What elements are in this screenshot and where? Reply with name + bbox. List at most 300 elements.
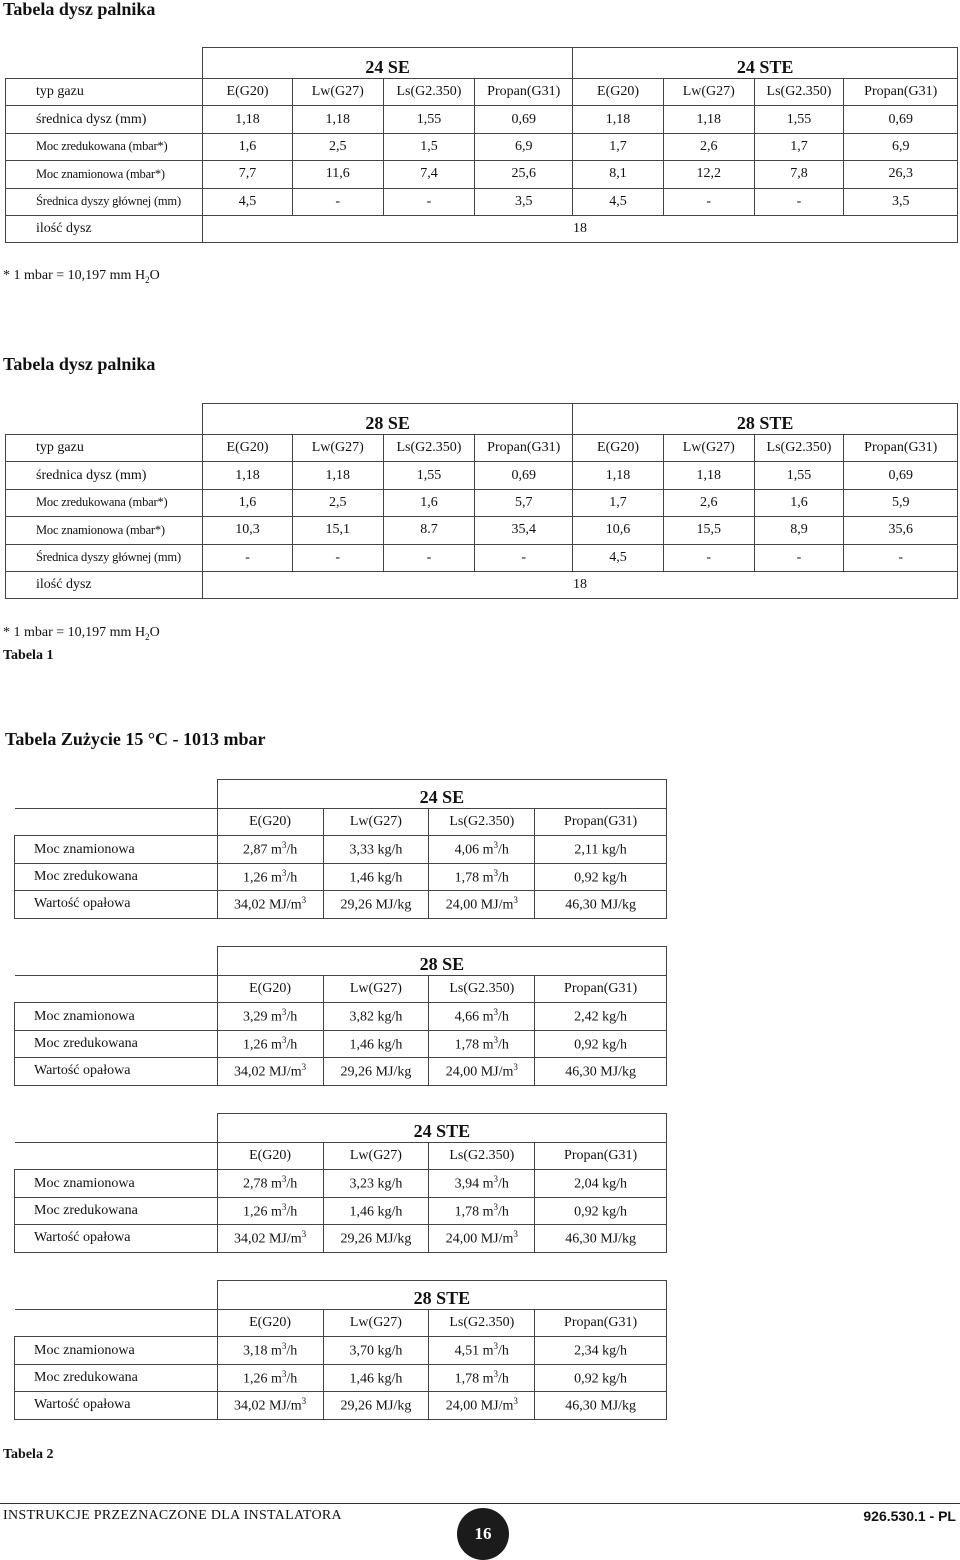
cell-value: 3,18 m (242, 1343, 282, 1359)
table-row (15, 1392, 667, 1419)
table-cell: 25,6 (475, 161, 573, 188)
table-cell: 5,7 (475, 489, 573, 516)
cell-value: 0,92 kg/h (574, 870, 628, 886)
cell-unit: /h (286, 870, 298, 886)
footer-left-text: INSTRUKCJE PRZEZNACZONE DLA INSTALATORA (3, 1508, 342, 1523)
table-row (6, 544, 958, 571)
table-cell: 2,6 (663, 489, 754, 516)
table-cell (535, 1364, 667, 1391)
cell-unit: /h (286, 842, 298, 858)
row-label: Wartość opałowa (15, 891, 218, 918)
cell-value: 24,00 MJ/m (445, 1231, 514, 1247)
gas-type-header: Lw(G27) (323, 1310, 429, 1337)
cell-value: 24,00 MJ/m (445, 1064, 514, 1080)
gas-type-header: Lw(G27) (323, 976, 429, 1003)
table-cell: 1,7 (573, 133, 664, 160)
table-cell: - (292, 544, 383, 571)
model-name: 28 STE (217, 1281, 666, 1310)
cell-value: 29,26 MJ/kg (340, 1064, 412, 1080)
table-cell (217, 1003, 323, 1030)
header-empty-cell (15, 1114, 218, 1143)
table-cell: 0,69 (844, 462, 958, 489)
cell-unit: /h (498, 1009, 509, 1025)
table-cell (429, 1225, 535, 1252)
cell-value: 3,29 m (242, 1009, 282, 1025)
row-label: Moc zredukowana (15, 1030, 218, 1057)
cell-superscript: 3 (281, 1007, 287, 1018)
footnote-subscript: 2 (145, 631, 150, 642)
table-cell: 1,18 (663, 106, 754, 133)
cell-value: 1,78 m (454, 1037, 494, 1053)
cell-unit: /h (286, 1204, 298, 1220)
table-row (6, 161, 958, 188)
row-label: typ gazu (6, 79, 203, 106)
table-cell (217, 1170, 323, 1197)
table-cell: Ls(G2.350) (383, 435, 475, 462)
table-cell (217, 1225, 323, 1252)
table-cell: 1,18 (292, 462, 383, 489)
table-cell: E(G20) (203, 435, 293, 462)
row-label: Moc znamionowa (15, 1337, 218, 1364)
cell-unit: /h (498, 1037, 509, 1053)
table-cell: Ls(G2.350) (754, 435, 844, 462)
table-cell: 35,4 (475, 517, 573, 544)
table-cell: 1,5 (383, 133, 475, 160)
table-cell (429, 1197, 535, 1224)
nozzle-table-2-title: Tabela dysz palnika (3, 354, 156, 374)
header-empty-cell (15, 1281, 218, 1310)
cell-value: 34,02 MJ/m (233, 1064, 302, 1080)
cell-value: 1,26 m (242, 1037, 282, 1053)
model-name: 24 SE (217, 780, 666, 809)
table-cell (323, 1392, 429, 1419)
table-cell (323, 891, 429, 918)
cell-value: 3,23 kg/h (349, 1176, 403, 1192)
cell-value: 3,70 kg/h (349, 1343, 403, 1359)
consumption-table-24ste (14, 1113, 667, 1253)
table-cell: 1,18 (663, 462, 754, 489)
cell-value: 29,26 MJ/kg (340, 1398, 412, 1414)
table-cell: 5,9 (844, 489, 958, 516)
cell-value: 1,46 kg/h (349, 1204, 403, 1220)
cell-value: 24,00 MJ/m (445, 1398, 514, 1414)
nozzle-count-row (6, 571, 958, 598)
row-label: Moc znamionowa (15, 1170, 218, 1197)
cell-value: 29,26 MJ/kg (340, 897, 412, 913)
row-label: Moc znamionowa (mbar*) (6, 517, 203, 544)
table-cell: Propan(G31) (475, 79, 573, 106)
header-empty-cell (6, 404, 203, 435)
row-label: średnica dysz (mm) (6, 106, 203, 133)
cell-value: 3,82 kg/h (349, 1009, 403, 1025)
table-cell (535, 1225, 667, 1252)
table-cell: 3,5 (844, 188, 958, 215)
table-row (6, 435, 958, 462)
cell-value: 2,11 kg/h (574, 842, 627, 858)
gas-type-header: E(G20) (217, 1310, 323, 1337)
gas-type-row (15, 976, 667, 1003)
cell-unit: /h (498, 842, 509, 858)
table-cell: 6,9 (844, 133, 958, 160)
table-cell (429, 891, 535, 918)
cell-value: 2,78 m (242, 1176, 282, 1192)
table-cell (429, 1003, 535, 1030)
gas-type-row (15, 1143, 667, 1170)
cell-value: 4,51 m (454, 1343, 494, 1359)
table-cell (429, 1392, 535, 1419)
cell-unit: /h (498, 1176, 509, 1192)
table-cell (323, 1197, 429, 1224)
row-label: Moc zredukowana (mbar*) (6, 489, 203, 516)
gas-type-header: Lw(G27) (323, 1143, 429, 1170)
cell-unit: /h (286, 1176, 298, 1192)
table-cell (217, 1392, 323, 1419)
cell-value: 34,02 MJ/m (233, 1398, 302, 1414)
table-cell: 0,69 (844, 106, 958, 133)
table-cell: 0,69 (475, 106, 573, 133)
table-row (6, 489, 958, 516)
cell-value: 0,92 kg/h (574, 1371, 628, 1387)
nozzle-count-value: 18 (203, 571, 958, 598)
table-row (6, 106, 958, 133)
cell-superscript: 3 (281, 867, 287, 878)
cell-unit: /h (498, 1371, 509, 1387)
gas-type-row (15, 809, 667, 836)
table-cell: 1,55 (383, 462, 475, 489)
table-cell: Propan(G31) (844, 435, 958, 462)
model-header-row (15, 947, 667, 976)
cell-superscript: 3 (301, 1229, 307, 1240)
cell-superscript: 3 (281, 840, 287, 851)
gas-type-header: Propan(G31) (535, 1143, 667, 1170)
table-cell (429, 1337, 535, 1364)
table-2-caption: Tabela 2 (3, 1447, 54, 1462)
table-cell: 0,69 (475, 462, 573, 489)
table-cell: 8,9 (754, 517, 844, 544)
row-label: średnica dysz (mm) (6, 462, 203, 489)
nozzle-table-2 (5, 403, 958, 599)
table-cell: 6,9 (475, 133, 573, 160)
table-cell: Ls(G2.350) (754, 79, 844, 106)
table-cell (429, 1030, 535, 1057)
cell-superscript: 3 (513, 895, 518, 906)
table-cell: E(G20) (203, 79, 293, 106)
row-label: Wartość opałowa (15, 1058, 218, 1085)
row-label: Moc znamionowa (15, 836, 218, 863)
table-cell: - (754, 544, 844, 571)
row-label: Moc znamionowa (15, 1003, 218, 1030)
row-label: ilość dysz (6, 215, 203, 242)
header-empty-cell (6, 48, 203, 79)
gas-type-header: E(G20) (217, 976, 323, 1003)
table-cell: 10,3 (203, 517, 293, 544)
footer-rule (0, 1503, 960, 1504)
consumption-title: Tabela Zużycie 15 °C - 1013 mbar (5, 729, 266, 749)
table-cell: 1,55 (754, 462, 844, 489)
model-header-row (6, 404, 958, 435)
table-cell (323, 1003, 429, 1030)
table-cell: Ls(G2.350) (383, 79, 475, 106)
table-cell: Propan(G31) (475, 435, 573, 462)
gas-type-header: Ls(G2.350) (429, 1143, 535, 1170)
table-cell: 1,7 (754, 133, 844, 160)
nozzle-table-1-title: Tabela dysz palnika (3, 0, 156, 19)
table-cell: - (754, 188, 844, 215)
nozzle-table-1-footnote (3, 268, 160, 285)
header-empty-cell (15, 780, 218, 809)
table-cell: - (663, 544, 754, 571)
table-cell (535, 1170, 667, 1197)
table-cell: E(G20) (573, 79, 664, 106)
table-cell: 8,1 (573, 161, 664, 188)
cell-unit: /h (286, 1371, 298, 1387)
table-cell: 15,5 (663, 517, 754, 544)
row-label: Średnica dyszy głównej (mm) (6, 188, 203, 215)
cell-value: 46,30 MJ/kg (565, 1398, 636, 1414)
row-label: Moc zredukowana (15, 863, 218, 890)
model-group-b: 24 STE (573, 48, 958, 79)
model-group-a: 24 SE (203, 48, 573, 79)
table-cell: E(G20) (573, 435, 664, 462)
table-cell: 1,18 (573, 106, 664, 133)
table-cell (323, 1170, 429, 1197)
table-cell (429, 1364, 535, 1391)
table-cell: 12,2 (663, 161, 754, 188)
table-cell: 2,5 (292, 133, 383, 160)
cell-value: 4,66 m (454, 1009, 494, 1025)
gas-type-header: Lw(G27) (323, 809, 429, 836)
header-empty-cell (15, 809, 218, 836)
table-cell (535, 1392, 667, 1419)
cell-value: 4,06 m (454, 842, 494, 858)
table-cell: 7,7 (203, 161, 293, 188)
header-empty-cell (15, 947, 218, 976)
table-cell: - (663, 188, 754, 215)
model-header-row (15, 780, 667, 809)
table-cell: 4,5 (573, 188, 664, 215)
cell-unit: /h (498, 1343, 509, 1359)
table-cell: 2,6 (663, 133, 754, 160)
table-cell: 3,5 (475, 188, 573, 215)
cell-value: 1,26 m (242, 870, 282, 886)
table-cell: 7,8 (754, 161, 844, 188)
table-cell (535, 836, 667, 863)
cell-unit: /h (286, 1037, 298, 1053)
table-cell: 1,6 (383, 489, 475, 516)
cell-value: 46,30 MJ/kg (565, 1231, 636, 1247)
model-name: 24 STE (217, 1114, 666, 1143)
document-code: 926.530.1 - PL (863, 1508, 956, 1524)
cell-superscript: 3 (301, 895, 307, 906)
table-row (15, 1364, 667, 1391)
table-cell (535, 1003, 667, 1030)
table-cell (217, 863, 323, 890)
cell-superscript: 3 (281, 1201, 287, 1212)
consumption-table-24se (14, 779, 667, 919)
cell-superscript: 3 (301, 1396, 307, 1407)
gas-type-header: Ls(G2.350) (429, 976, 535, 1003)
cell-value: 3,33 kg/h (349, 842, 403, 858)
cell-superscript: 3 (493, 1201, 499, 1212)
cell-superscript: 3 (513, 1396, 518, 1407)
model-header-row (6, 48, 958, 79)
table-cell: 1,6 (203, 133, 293, 160)
table-cell: Propan(G31) (844, 79, 958, 106)
gas-type-header: Ls(G2.350) (429, 1310, 535, 1337)
footnote-text-end: O (149, 625, 160, 640)
page-number-badge: 16 (457, 1508, 509, 1560)
table-cell: 11,6 (292, 161, 383, 188)
table-row (15, 1170, 667, 1197)
cell-superscript: 3 (281, 1034, 287, 1045)
cell-value: 46,30 MJ/kg (565, 897, 636, 913)
table-cell (535, 1030, 667, 1057)
table-cell (323, 836, 429, 863)
table-cell (323, 863, 429, 890)
table-cell: 2,5 (292, 489, 383, 516)
consumption-table-28se (14, 946, 667, 1086)
table-row (15, 863, 667, 890)
table-cell: Lw(G27) (663, 79, 754, 106)
table-cell: 7,4 (383, 161, 475, 188)
cell-value: 1,26 m (242, 1204, 282, 1220)
table-cell (217, 1058, 323, 1085)
cell-value: 34,02 MJ/m (233, 1231, 302, 1247)
table-cell: 1,18 (203, 462, 293, 489)
table-row (15, 1058, 667, 1085)
table-1-caption: Tabela 1 (3, 648, 54, 663)
row-label: Średnica dyszy głównej (mm) (6, 544, 203, 571)
table-cell (217, 891, 323, 918)
footnote-subscript: 2 (145, 274, 150, 285)
table-cell (323, 1364, 429, 1391)
table-cell (429, 836, 535, 863)
table-cell (217, 836, 323, 863)
table-cell: 26,3 (844, 161, 958, 188)
model-header-row (15, 1114, 667, 1143)
table-cell (429, 1058, 535, 1085)
row-label: Moc zredukowana (mbar*) (6, 133, 203, 160)
model-name: 28 SE (217, 947, 666, 976)
table-cell: 1,6 (203, 489, 293, 516)
table-cell (535, 891, 667, 918)
table-row (6, 517, 958, 544)
model-group-b: 28 STE (573, 404, 958, 435)
table-row (15, 1030, 667, 1057)
row-label: Moc znamionowa (mbar*) (6, 161, 203, 188)
table-row (15, 891, 667, 918)
cell-value: 2,87 m (242, 842, 282, 858)
table-cell: - (844, 544, 958, 571)
table-row (15, 1225, 667, 1252)
table-cell (535, 1197, 667, 1224)
table-cell: 1,18 (203, 106, 293, 133)
table-cell (323, 1030, 429, 1057)
row-label: ilość dysz (6, 571, 203, 598)
cell-value: 1,78 m (454, 1371, 494, 1387)
cell-value: 1,46 kg/h (349, 1371, 403, 1387)
table-cell: 1,6 (754, 489, 844, 516)
table-row (6, 133, 958, 160)
table-row (15, 836, 667, 863)
table-cell: 4,5 (203, 188, 293, 215)
cell-unit: /h (286, 1343, 298, 1359)
nozzle-table-1 (5, 47, 958, 243)
gas-type-header: Ls(G2.350) (429, 809, 535, 836)
table-cell (429, 863, 535, 890)
cell-superscript: 3 (493, 1034, 499, 1045)
table-cell: - (383, 188, 475, 215)
cell-value: 34,02 MJ/m (233, 897, 302, 913)
gas-type-header: E(G20) (217, 1143, 323, 1170)
consumption-table-28ste (14, 1280, 667, 1420)
cell-value: 2,04 kg/h (574, 1176, 628, 1192)
cell-superscript: 3 (281, 1368, 287, 1379)
cell-value: 29,26 MJ/kg (340, 1231, 412, 1247)
cell-value: 46,30 MJ/kg (565, 1064, 636, 1080)
table-cell (217, 1337, 323, 1364)
nozzle-table-2-footnote (3, 625, 160, 642)
table-cell (217, 1030, 323, 1057)
table-cell: 1,55 (383, 106, 475, 133)
header-empty-cell (15, 1143, 218, 1170)
table-cell: 35,6 (844, 517, 958, 544)
header-empty-cell (15, 1310, 218, 1337)
table-cell (217, 1197, 323, 1224)
cell-superscript: 3 (281, 1341, 287, 1352)
cell-superscript: 3 (493, 1007, 499, 1018)
nozzle-count-value: 18 (203, 215, 958, 242)
cell-value: 2,34 kg/h (574, 1343, 628, 1359)
cell-value: 0,92 kg/h (574, 1204, 628, 1220)
table-cell (217, 1364, 323, 1391)
cell-value: 1,46 kg/h (349, 870, 403, 886)
cell-superscript: 3 (493, 1368, 499, 1379)
table-cell (535, 1337, 667, 1364)
table-cell: 10,6 (573, 517, 664, 544)
table-cell: 4,5 (573, 544, 664, 571)
cell-superscript: 3 (493, 1341, 499, 1352)
row-label: Moc zredukowana (15, 1364, 218, 1391)
table-cell: - (383, 544, 475, 571)
table-cell: 1,55 (754, 106, 844, 133)
cell-superscript: 3 (301, 1062, 307, 1073)
row-label: Wartość opałowa (15, 1225, 218, 1252)
gas-type-header: Propan(G31) (535, 809, 667, 836)
row-label: typ gazu (6, 435, 203, 462)
table-cell (535, 863, 667, 890)
table-cell: 1,18 (573, 462, 664, 489)
row-label: Moc zredukowana (15, 1197, 218, 1224)
table-cell (429, 1170, 535, 1197)
table-cell: - (203, 544, 293, 571)
gas-type-header: E(G20) (217, 809, 323, 836)
cell-superscript: 3 (493, 1174, 499, 1185)
table-cell (535, 1058, 667, 1085)
gas-type-header: Propan(G31) (535, 1310, 667, 1337)
footnote-text-end: O (149, 268, 160, 283)
table-row (6, 79, 958, 106)
table-row (15, 1197, 667, 1224)
cell-value: 0,92 kg/h (574, 1037, 628, 1053)
cell-unit: /h (286, 1009, 298, 1025)
table-cell: 1,7 (573, 489, 664, 516)
table-cell: Lw(G27) (663, 435, 754, 462)
table-cell (323, 1337, 429, 1364)
cell-value: 1,26 m (242, 1371, 282, 1387)
cell-unit: /h (498, 1204, 509, 1220)
cell-superscript: 3 (493, 840, 499, 851)
